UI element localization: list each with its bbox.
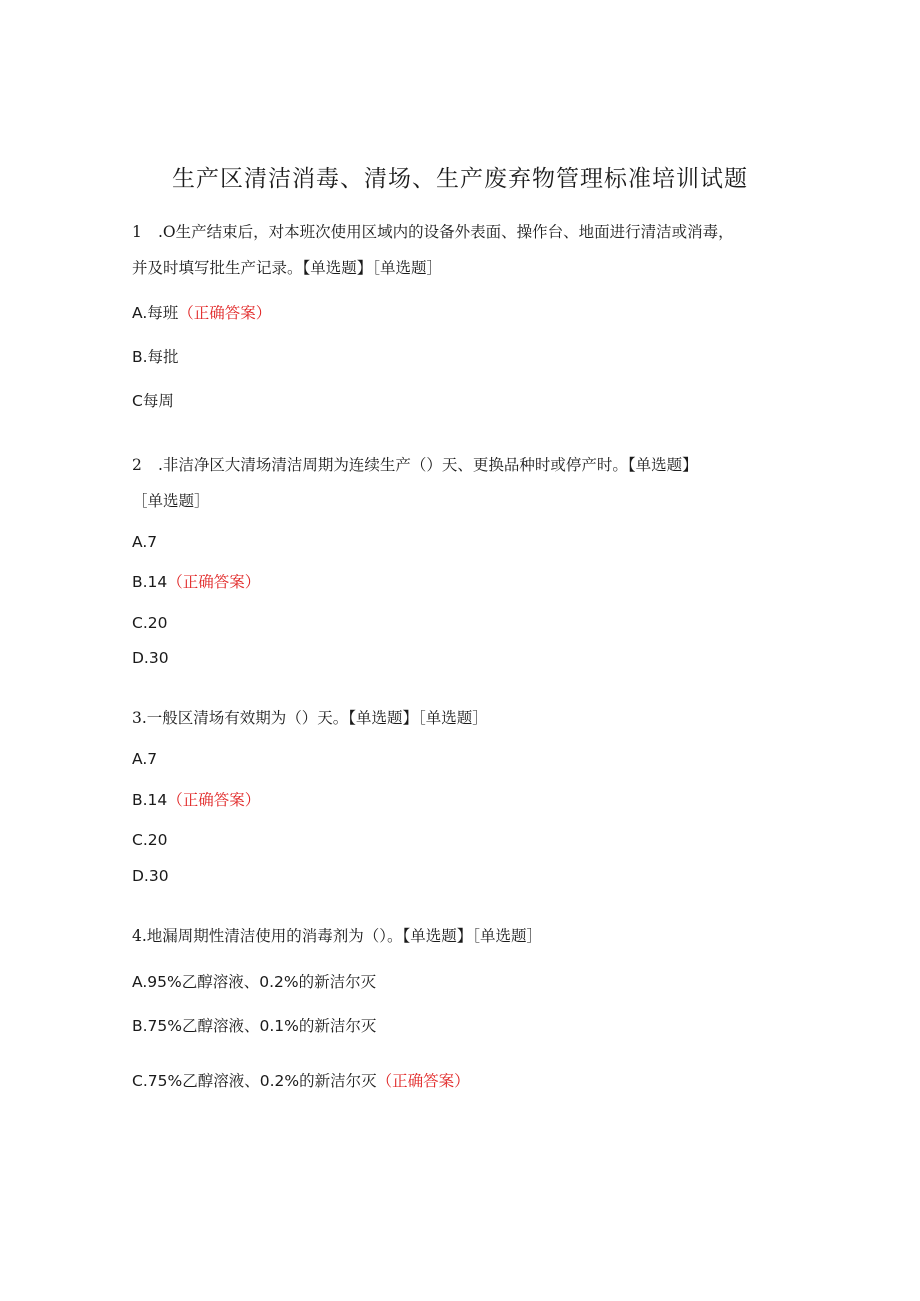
question-1-line-2: 并及时填写批生产记录。【单选题】［单选题］ <box>132 259 443 277</box>
question-3-option-b <box>132 788 260 810</box>
option-label: B.每批 <box>132 348 179 366</box>
option-label: A.每班 <box>132 304 179 322</box>
question-2-line-1 <box>132 453 698 475</box>
option-label: C.75%乙醇溶液、0.2%的新洁尔灭 <box>132 1072 377 1090</box>
option-label: C每周 <box>132 392 174 410</box>
question-number: 2 <box>132 456 142 474</box>
option-label: A.95%乙醇溶液、0.2%的新洁尔灭 <box>132 973 377 991</box>
question-1-option-c <box>132 389 174 411</box>
option-label: B.75%乙醇溶液、0.1%的新洁尔灭 <box>132 1017 377 1035</box>
question-4-option-c <box>132 1069 470 1091</box>
question-text: .O生产结束后，对本班次使用区域内的设备外表面、操作台、地面进行清洁或消毒， <box>158 223 734 241</box>
option-label: D.30 <box>132 649 169 667</box>
question-3-option-c <box>132 831 167 849</box>
question-4-line-1 <box>132 924 542 946</box>
option-label: A.7 <box>132 533 158 551</box>
correct-answer-marker: （正确答案） <box>167 791 261 809</box>
correct-answer-marker: （正确答案） <box>167 573 261 591</box>
correct-answer-marker: （正确答案） <box>178 304 272 322</box>
question-2-line-2: ［单选题］ <box>132 492 210 510</box>
question-4-option-b <box>132 1014 376 1036</box>
question-text: .非洁净区大清场清洁周期为连续生产（）天、更换品种时或停产时。【单选题】 <box>158 456 698 474</box>
question-2-option-b <box>132 570 260 592</box>
question-1-option-b <box>132 345 179 367</box>
question-2-option-d <box>132 649 169 667</box>
page-title: 生产区清洁消毒、清场、生产废弃物管理标准培训试题 <box>172 166 748 192</box>
option-label: C.20 <box>132 831 168 849</box>
question-1-line-1 <box>132 220 734 242</box>
question-number: 4. <box>132 927 147 945</box>
option-label: D.30 <box>132 867 169 885</box>
question-text: 一般区清场有效期为（）天。【单选题】［单选题］ <box>146 709 488 727</box>
question-3-option-a <box>132 750 157 768</box>
option-label: C.20 <box>132 614 168 632</box>
option-label: A.7 <box>132 750 158 768</box>
question-3-line-1 <box>132 706 488 728</box>
question-text: 地漏周期性清洁使用的消毒剂为（）。【单选题】［单选题］ <box>146 927 543 945</box>
option-label: B.14 <box>132 573 168 591</box>
option-label: B.14 <box>132 791 168 809</box>
question-4-option-a <box>132 970 376 992</box>
question-number: 1 <box>132 223 142 241</box>
question-2-option-c <box>132 614 167 632</box>
correct-answer-marker: （正确答案） <box>376 1072 470 1090</box>
question-1-option-a <box>132 301 271 323</box>
question-3-option-d <box>132 867 169 885</box>
question-number: 3. <box>132 709 147 727</box>
question-2-option-a <box>132 533 157 551</box>
